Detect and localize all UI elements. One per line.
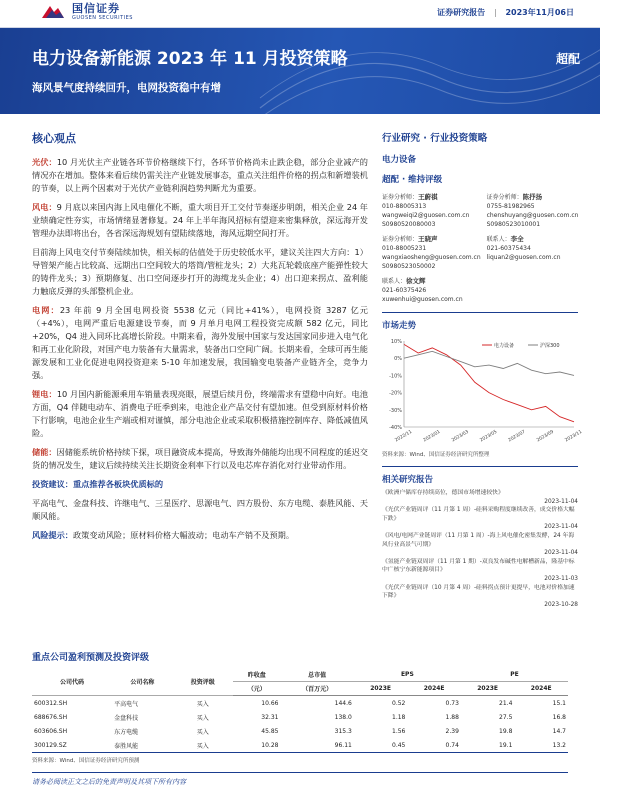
li-text: 10 月国内新能源乘用车销量表现亮眼，展望后续月份，终端需求有望稳中向好。电池方面，Q4 伴随电动车、消费电子旺季到来，电池企业产品交付有望加速。但受到原材料价格下行影响，电池企业生产端或相对谨慎，部分电池企业或采取积极措施控制库存、降低减值风险。 — [32, 389, 368, 438]
analyst-email: liquan2@guosen.com.cn — [486, 254, 561, 261]
analyst-phone: 010-88005313 — [382, 203, 427, 210]
x-tick-label: 2023/05 — [479, 429, 499, 444]
sidebar-rating: 超配 · 维持评级 — [382, 175, 443, 185]
report-item-date: 2023-11-04 — [544, 498, 578, 505]
market-trend-title: 市场走势 — [382, 321, 417, 331]
pv-paragraph — [32, 156, 368, 195]
core-views-column — [32, 130, 368, 548]
es-label: 储能： — [32, 447, 57, 457]
analyst-role: 证券分析师： — [486, 194, 523, 201]
chart-source: 资料来源：Wind、国信证券经济研究所整理 — [382, 452, 490, 458]
banner-wave-decoration — [260, 18, 620, 128]
report-item-text: 《氢能产业链双周评（11 月第 1 期）-双良发布碱性电解槽新品，隆基中标中广核宁东新能源项目》 — [382, 558, 575, 574]
y-tick-label: -10% — [389, 373, 402, 380]
analyst-name: 李全 — [510, 235, 524, 243]
analyst-card — [382, 193, 481, 229]
table-row — [32, 710, 568, 724]
sidebar-category: 行业研究 · 行业投资策略 — [382, 133, 488, 144]
th-pe-y2: 2024E — [514, 682, 568, 696]
y-tick-label: -30% — [389, 407, 402, 414]
disclaimer-footer: 请务必阅读正文之后的免责声明及其项下所有内容 — [32, 772, 568, 787]
sidebar-divider — [382, 312, 578, 313]
cell-code: 603606.SH — [34, 727, 68, 735]
legend-label: 电力设备 — [494, 343, 515, 349]
report-item-date: 2023-11-04 — [544, 550, 578, 557]
y-tick-label: -20% — [389, 390, 402, 397]
analyst-license: S0980523050002 — [382, 263, 436, 270]
table-source: 资料来源：Wind、国信证券经济研究所预测 — [32, 758, 140, 764]
related-reports-title: 相关研究报告 — [382, 475, 434, 485]
x-tick-label: 2023/07 — [507, 429, 527, 444]
th-pe: PE — [461, 668, 568, 682]
li-label: 锂电： — [32, 389, 57, 399]
th-name: 公司名称 — [112, 668, 172, 696]
table-row — [32, 724, 568, 738]
x-tick-label: 2023/03 — [451, 429, 470, 444]
report-date: 2023年11月06日 — [505, 8, 574, 17]
cell-price: 32.31 — [261, 713, 279, 721]
invest-text: 平高电气、金盘科技、许继电气、三星医疗、思源电气、四方股份、东方电缆、泰胜风能、天顺风能。 — [32, 498, 368, 521]
cell-eps1: 0.45 — [354, 738, 408, 753]
table-title: 重点公司盈利预测及投资评级 — [32, 653, 150, 663]
cell-rating: 买入 — [196, 728, 209, 736]
report-item-text: 《欧洲户储库存持续高位，德国市场增速较快》 — [382, 490, 504, 496]
cell-mktcap: 144.6 — [334, 699, 352, 707]
analyst-email: xuwenhui@guosen.com.cn — [382, 296, 463, 303]
report-item-text: 《光伏产业链周评（10 月第 4 周）-硅料拐点预计更提早，电池对价格加速下降》 — [382, 584, 575, 600]
x-tick-label: 2023/09 — [536, 429, 555, 444]
wind-text: 9 月底以来国内海上风电催化不断，重大项目开工交付节奏逐步明朗，相关企业 24 年业绩确定性夯实，市场情绪显著修复。24 年上半年海风招标有望迎来密集释放，深远海开发管理办法即将出台，各省深远海规划有望陆续落地，海风远期空间打开。 — [32, 202, 368, 238]
cell-price: 10.66 — [261, 699, 279, 707]
th-pe-y1: 2023E — [461, 682, 515, 696]
cell-eps2: 0.74 — [407, 738, 461, 753]
th-mktcap: 总市值 — [280, 668, 353, 682]
cell-pe1: 21.4 — [499, 699, 513, 707]
cell-code: 688676.SH — [34, 713, 68, 721]
table-row — [32, 738, 568, 753]
cell-price: 45.85 — [261, 727, 279, 735]
report-item[interactable] — [382, 558, 578, 584]
analyst-license: S0980520080003 — [382, 221, 436, 228]
market-chart-svg — [382, 335, 584, 447]
risk-label: 风险提示： — [32, 530, 73, 540]
wind-label: 风电： — [32, 202, 57, 212]
analyst-phone: 021-60375434 — [486, 245, 531, 252]
report-item[interactable] — [382, 584, 578, 610]
cell-pe2: 14.7 — [552, 727, 566, 735]
report-type: 证券研究报告 — [437, 8, 486, 17]
cell-name: 东方电缆 — [114, 728, 139, 736]
report-item-date: 2023-10-28 — [544, 601, 578, 608]
es-paragraph — [32, 446, 368, 472]
market-chart — [382, 335, 584, 447]
cell-pe2: 16.8 — [552, 713, 566, 721]
y-tick-label: 0% — [394, 356, 402, 363]
doc-meta — [431, 7, 574, 18]
legend-label: 沪深300 — [540, 343, 560, 349]
cell-eps1: 0.52 — [392, 699, 406, 707]
th-rating: 投资评级 — [173, 668, 233, 696]
analyst-list — [382, 193, 578, 304]
guosen-logo-icon — [40, 2, 66, 22]
title-banner — [0, 28, 600, 114]
y-tick-label: 10% — [390, 339, 402, 345]
earnings-forecast-table — [32, 668, 568, 753]
report-title: 电力设备新能源 2023 年 11 月投资策略 — [32, 49, 348, 69]
risk-paragraph — [32, 529, 368, 542]
report-item[interactable] — [382, 532, 578, 558]
cell-eps1: 1.56 — [392, 727, 406, 735]
grid-label: 电网： — [32, 305, 60, 315]
th-eps-y1: 2023E — [354, 682, 408, 696]
cell-name: 平高电气 — [114, 700, 139, 708]
analyst-email: wangxiaosheng@guosen.com.cn — [382, 254, 481, 261]
li-paragraph — [32, 388, 368, 440]
pv-text: 10 月光伏主产业链各环节价格继续下行，各环节价格尚未止跌企稳，部分企业减产的情况亦在增加。整体来看后续仍需关注产业链发展事态，重点关注组件价格的拐点和新增装机的节奏，以上两个因素对于光伏产业链利润趋势判断尤为重要。 — [32, 157, 368, 193]
analyst-card — [487, 193, 579, 229]
report-subtitle: 海风景气度持续回升，电网投资稳中有增 — [32, 82, 221, 94]
analyst-email: wangweiqi2@guosen.com.cn — [382, 212, 470, 219]
cell-rating: 买入 — [173, 738, 233, 753]
rating-badge: 超配 — [555, 52, 580, 66]
analyst-card — [487, 235, 579, 271]
wind-paragraph-2: 目前海上风电交付节奏陆续加快，相关标的估值处于历史较低水平，建议关注四大方向：1）导管架产能占比较高、远期出口空间较大的塔筒/管桩龙头；2）大兆瓦轮毂底座产能弹性较大的铸件龙头；3）预期修复、出口空间逐步打开的海缆龙头企业；4）出口迎来拐点、盈利能力触底反弹的头部整机企业。 — [32, 247, 368, 296]
analyst-role: 联系人： — [486, 236, 511, 243]
cell-pe1: 19.1 — [461, 738, 515, 753]
wind-paragraph — [32, 201, 368, 240]
cell-pe1: 27.5 — [499, 713, 513, 721]
cell-name: 金盘科技 — [114, 714, 139, 722]
sidebar-divider — [382, 466, 578, 467]
logo-cn: 国信证券 — [72, 2, 120, 15]
risk-text: 政策变动风险；原材料价格大幅波动；电动车产销不及预期。 — [72, 530, 295, 540]
logo — [40, 2, 133, 22]
analyst-card — [382, 235, 481, 271]
report-item[interactable] — [382, 489, 578, 506]
cell-code: 600312.SH — [34, 699, 68, 707]
cell-name: 泰胜风能 — [112, 738, 172, 753]
analyst-phone: 021-60375426 — [382, 287, 427, 294]
analyst-name: 徐文辉 — [406, 277, 426, 285]
cell-mktcap: 315.3 — [334, 727, 352, 735]
analyst-phone: 0755-81982965 — [486, 203, 535, 210]
x-tick-label: 2023/11 — [564, 429, 584, 444]
cell-mktcap: 96.11 — [280, 738, 353, 753]
invest-title: 投资建议：重点推荐各板块优质标的 — [32, 479, 164, 489]
pv-label: 光伏： — [32, 157, 57, 167]
cell-pe2: 15.1 — [552, 699, 566, 707]
grid-text: 23 年前 9 月全国电网投资 5538 亿元（同比+41%），电网投资 3287 亿元（+4%），电网严重后电源建设节奏，而 9 月单月电网工程投资完成额 582 亿元，同比+20%，Q4 进入同环比高增长阶段。中期来看，海外发展中国家与发达国家同步进入电气化和再工业化阶段，对国产电力装备有大量需求，装备出口空间广阔。长期来看，全球可再生能源发展和工业化促进电网投资迎来 5-10 年加速发展，我国输变电装备产业链齐全，竞争力强。 — [32, 305, 368, 380]
report-item-text: 《光伏产业链周评（11 月第 1 周）-硅料采购程度继续改善，成交价格大幅下跌》 — [382, 507, 575, 522]
core-views-title: 核心观点 — [32, 132, 76, 145]
th-price: 昨收盘 — [233, 668, 280, 682]
earnings-forecast-table-section — [32, 650, 568, 764]
series-line-industry — [404, 344, 574, 421]
cell-pe1: 19.8 — [499, 727, 513, 735]
analyst-name: 王晓声 — [418, 235, 438, 243]
cell-mktcap: 138.0 — [334, 713, 352, 721]
report-item-text: 《风电/电网产业链周评（11 月第 1 周）-海上风电催化密集发酵，24 年海风行业高景气可期》 — [382, 532, 575, 548]
sidebar-industry: 电力设备 — [382, 155, 417, 165]
logo-en: GUOSEN SECURITIES — [72, 15, 133, 21]
th-mktcap-unit: （百万元） — [280, 682, 353, 696]
th-eps: EPS — [354, 668, 461, 682]
cell-eps2: 0.73 — [445, 699, 459, 707]
analyst-license: S0980523010001 — [486, 221, 541, 228]
cell-price: 10.28 — [233, 738, 280, 753]
analyst-role: 联系人： — [382, 278, 407, 285]
cell-pe2: 13.2 — [514, 738, 568, 753]
analyst-role: 证券分析师： — [382, 194, 419, 201]
sidebar-column — [382, 130, 584, 609]
cell-rating: 买入 — [196, 700, 209, 708]
th-price-unit: （元） — [233, 682, 280, 696]
cell-rating: 买入 — [196, 714, 209, 722]
analyst-name: 陈抒扬 — [522, 193, 543, 201]
series-line-csi300 — [404, 351, 574, 375]
analyst-name: 王蔚祺 — [418, 193, 438, 201]
th-code: 公司代码 — [32, 668, 112, 696]
report-item[interactable] — [382, 506, 578, 532]
th-eps-y2: 2024E — [407, 682, 461, 696]
report-item-date: 2023-11-04 — [544, 524, 578, 531]
meta-separator: | — [493, 8, 497, 17]
x-tick-label: 2022/11 — [394, 429, 414, 444]
cell-code: 300129.SZ — [32, 738, 112, 753]
table-row — [32, 696, 568, 711]
related-reports-list — [382, 489, 578, 609]
es-text: 因储能系统价格持续下探，项目融资成本提高，导致海外储能均出现不同程度的延迟交货的情况发生，建议后续持续关注长期资金利率下行以及电芯库存消化对行业带动作用。 — [32, 447, 368, 470]
cell-eps1: 1.18 — [392, 713, 406, 721]
analyst-phone: 010-88005231 — [382, 245, 427, 252]
x-tick-label: 2023/01 — [422, 429, 442, 444]
analyst-card — [382, 277, 481, 304]
analyst-role: 证券分析师： — [382, 236, 419, 243]
cell-eps2: 2.39 — [445, 727, 459, 735]
grid-paragraph — [32, 304, 368, 382]
report-item-date: 2023-11-03 — [544, 575, 578, 582]
cell-eps2: 1.88 — [445, 713, 459, 721]
y-tick-label: -40% — [389, 425, 402, 431]
analyst-email: chenshuyang@guosen.com.cn — [486, 212, 579, 219]
